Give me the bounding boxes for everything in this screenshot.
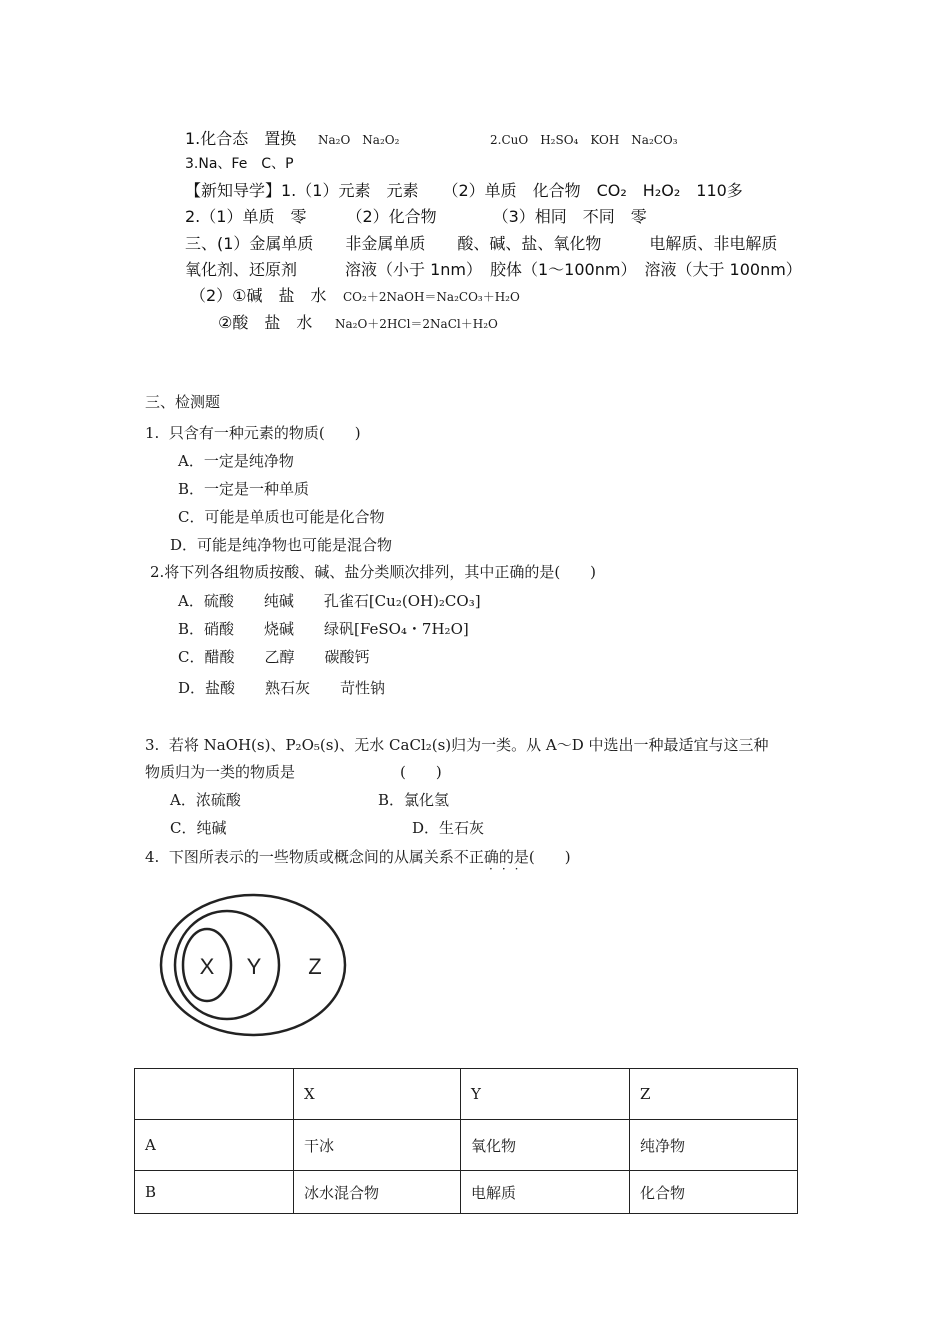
- answer-line-7a: （2）①碱 盐 水: [190, 286, 327, 305]
- q3-option-d: D．生石灰: [412, 819, 485, 837]
- answer-line-3: 【新知导学】1.（1）元素 元素 （2）单质 化合物 CO₂ H₂O₂ 110多: [185, 181, 743, 200]
- answer-line-8a: ②酸 盐 水: [218, 313, 313, 332]
- table-cell: 纯净物: [630, 1120, 798, 1171]
- table-cell: 氧化物: [461, 1120, 630, 1171]
- table-cell: Y: [461, 1069, 630, 1120]
- q1-stem: 1. 只含有一种元素的物质( ): [145, 424, 361, 442]
- answer-table: [134, 1068, 798, 1214]
- table-cell: Z: [630, 1069, 798, 1120]
- q2-option-d: D．盐酸 熟石灰 苛性钠: [178, 679, 386, 697]
- q1-option-a: A．一定是纯净物: [178, 452, 294, 470]
- q2-option-b: B．硝酸 烧碱 绿矾[FeSO₄・7H₂O]: [178, 620, 469, 638]
- table-cell: 电解质: [461, 1171, 630, 1214]
- q3-option-a: A．浓硫酸: [170, 791, 241, 809]
- q1-option-b: B．一定是一种单质: [178, 480, 310, 498]
- q3-option-c: C．纯碱: [170, 819, 227, 837]
- label-x: X: [199, 954, 215, 979]
- table-cell: 冰水混合物: [294, 1171, 461, 1214]
- table-cell: X: [294, 1069, 461, 1120]
- q2-option-c: C．醋酸 乙醇 碳酸钙: [178, 648, 370, 666]
- section-title: 三、检测题: [145, 393, 221, 411]
- ellipse-y: [175, 911, 279, 1019]
- answer-line-1a: 1.化合态 置换: [185, 129, 297, 148]
- table-cell: 化合物: [630, 1171, 798, 1214]
- q3-stem-line1: 3. 若将 NaOH(s)、P₂O₅(s)、无水 CaCl₂(s)归为一类。从 A～D 中选出一种最适宜与这三种: [145, 736, 769, 754]
- q4-stem: 4. 下图所表示的一些物质或概念间的从属关系不正确的是( ): [145, 848, 571, 866]
- answer-line-4: 2.（1）单质 零 （2）化合物 （3）相同 不同 零: [185, 207, 647, 226]
- answer-line-1b: Na₂O Na₂O₂: [318, 133, 400, 147]
- emphasis-dots: ···: [489, 862, 528, 876]
- answer-line-5: 三、(1）金属单质 非金属单质 酸、碱、盐、氧化物 电解质、非电解质: [185, 234, 778, 253]
- table-row: [135, 1171, 798, 1214]
- label-y: Y: [246, 954, 262, 979]
- table-cell: B: [135, 1171, 294, 1214]
- q2-option-a: A．硫酸 纯碱 孔雀石[Cu₂(OH)₂CO₃]: [178, 592, 481, 610]
- label-z: Z: [308, 954, 322, 979]
- table-row: [135, 1120, 798, 1171]
- q1-option-c: C．可能是单质也可能是化合物: [178, 508, 385, 526]
- q3-stem-line2: 物质归为一类的物质是 ( ): [145, 763, 442, 781]
- nested-set-diagram: [155, 888, 355, 1048]
- q2-stem: 2.将下列各组物质按酸、碱、盐分类顺次排列，其中正确的是( ): [150, 563, 597, 581]
- table-cell: 干冰: [294, 1120, 461, 1171]
- table-cell: [135, 1069, 294, 1120]
- table-cell: A: [135, 1120, 294, 1171]
- q3-option-b: B．氯化氢: [378, 791, 450, 809]
- table-header-row: [135, 1069, 798, 1120]
- answer-line-6: 氧化剂、还原剂 溶液（小于 1nm） 胶体（1～100nm） 溶液（大于 100nm）: [185, 260, 802, 279]
- answer-line-1c: 2.CuO H₂SO₄ KOH Na₂CO₃: [490, 133, 678, 147]
- answer-line-7b: CO₂＋2NaOH＝Na₂CO₃＋H₂O: [343, 290, 520, 304]
- q1-option-d: D．可能是纯净物也可能是混合物: [170, 536, 393, 554]
- answer-line-2: 3.Na、Fe C、P: [185, 156, 294, 172]
- answer-line-8b: Na₂O＋2HCl＝2NaCl＋H₂O: [335, 317, 498, 331]
